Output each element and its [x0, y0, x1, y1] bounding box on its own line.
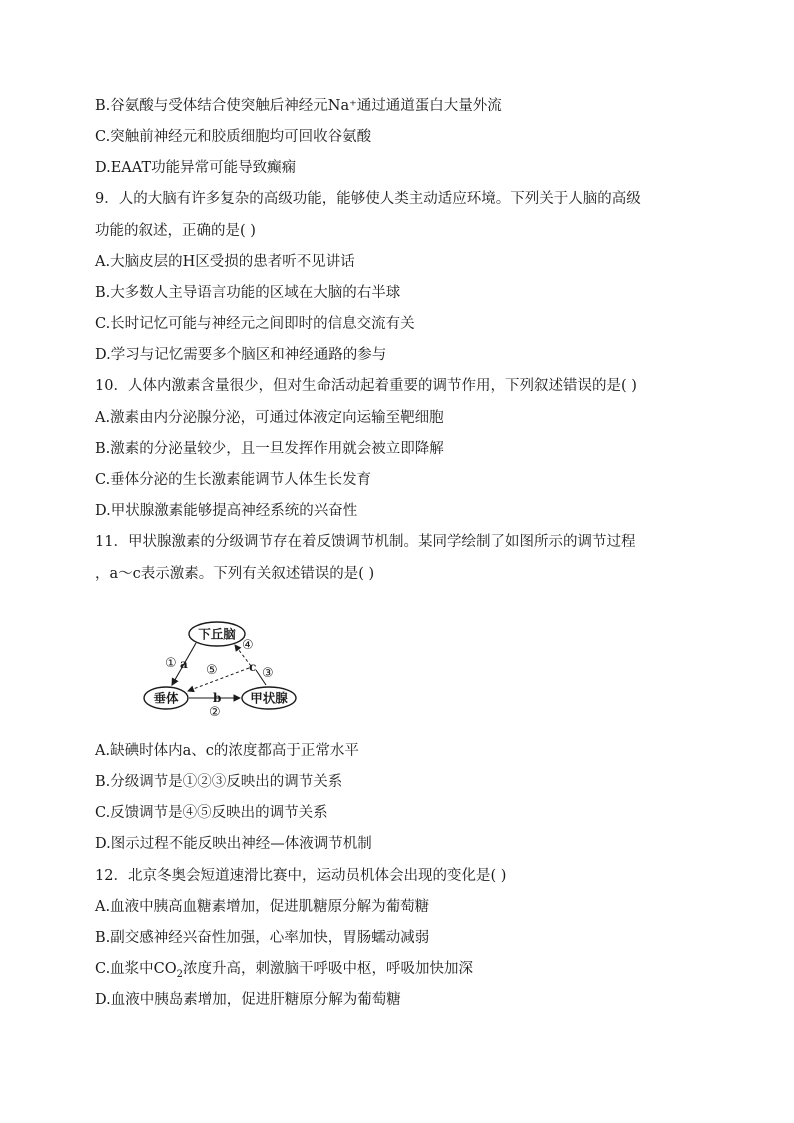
step-2-mark: ②: [209, 705, 221, 720]
pituitary-label: 垂体: [153, 690, 179, 706]
hormone-b-label: b: [213, 691, 222, 705]
q10-option-c: C.垂体分泌的生长激素能调节人体生长发育: [95, 472, 372, 488]
hormone-c-label: c: [249, 660, 257, 674]
q12-option-c-prefix: C.血浆中CO: [95, 961, 177, 977]
q8-option-b: B.谷氨酸与受体结合使突触后神经元Na⁺通过通道蛋白大量外流: [95, 98, 502, 114]
q8-option-c: C.突触前神经元和胶质细胞均可回收谷氨酸: [95, 129, 372, 145]
q10-option-a: A.激素由内分泌腺分泌，可通过体液定向运输至靶细胞: [95, 410, 444, 426]
thyroid-label: 甲状腺: [250, 690, 288, 706]
step-4-mark: ④: [242, 638, 254, 653]
co2-subscript: 2: [176, 968, 184, 980]
q12-stem: 12．北京冬奥会短道速滑比赛中，运动员机体会出现的变化是( ): [95, 868, 507, 884]
q11-stem-line1: 11．甲状腺激素的分级调节存在着反馈调节机制。某同学绘制了如图所示的调节过程: [95, 534, 636, 550]
q12-option-a: A.血液中胰高血糖素增加，促进肌糖原分解为葡萄糖: [95, 899, 430, 915]
q10-option-b: B.激素的分泌量较少，且一旦发挥作用就会被立即降解: [95, 441, 444, 457]
step-3-mark: ③: [262, 666, 274, 681]
q11-stem-line2: ，a～c表示激素。下列有关叙述错误的是( ): [95, 566, 375, 582]
q9-option-b: B.大多数人主导语言功能的区域在大脑的右半球: [95, 285, 401, 301]
hypothalamus-label: 下丘脑: [198, 626, 236, 642]
step-5-mark: ⑤: [206, 663, 218, 678]
q12-option-d: D.血液中胰岛素增加，促进肝糖原分解为葡萄糖: [95, 992, 401, 1008]
q9-stem-line1: 9．人的大脑有许多复杂的高级功能，能够使人类主动适应环境。下列关于人脑的高级: [95, 191, 641, 207]
q12-option-c: [95, 959, 473, 985]
q12-option-b: B.副交感神经兴奋性加强，心率加快，胃肠蠕动减弱: [95, 930, 430, 946]
step-1-mark: ①: [165, 656, 177, 671]
q9-stem-line2: 功能的叙述，正确的是( ): [95, 223, 256, 239]
q8-option-d: D.EAAT功能异常可能导致癫痫: [95, 160, 297, 176]
hormone-regulation-diagram: [138, 614, 308, 720]
q11-option-c: C.反馈调节是④⑤反映出的调节关系: [95, 805, 328, 821]
q9-option-d: D.学习与记忆需要多个脑区和神经通路的参与: [95, 347, 387, 363]
q10-stem: 10．人体内激素含量很少，但对生命活动起着重要的调节作用，下列叙述错误的是( ): [95, 378, 637, 394]
q11-option-d: D.图示过程不能反映出神经—体液调节机制: [95, 836, 372, 852]
q10-option-d: D.甲状腺激素能够提高神经系统的兴奋性: [95, 503, 358, 519]
hormone-a-label: a: [180, 657, 188, 671]
q9-option-a: A.大脑皮层的H区受损的患者听不见讲话: [95, 254, 355, 270]
q11-option-a: A.缺碘时体内a、c的浓度都高于正常水平: [95, 743, 359, 759]
q12-option-c-suffix: 浓度升高，刺激脑干呼吸中枢，呼吸加快加深: [183, 961, 474, 977]
q11-option-b: B.分级调节是①②③反映出的调节关系: [95, 774, 343, 790]
q9-option-c: C.长时记忆可能与神经元之间即时的信息交流有关: [95, 316, 415, 332]
feedback-to-pituitary: [188, 668, 249, 691]
